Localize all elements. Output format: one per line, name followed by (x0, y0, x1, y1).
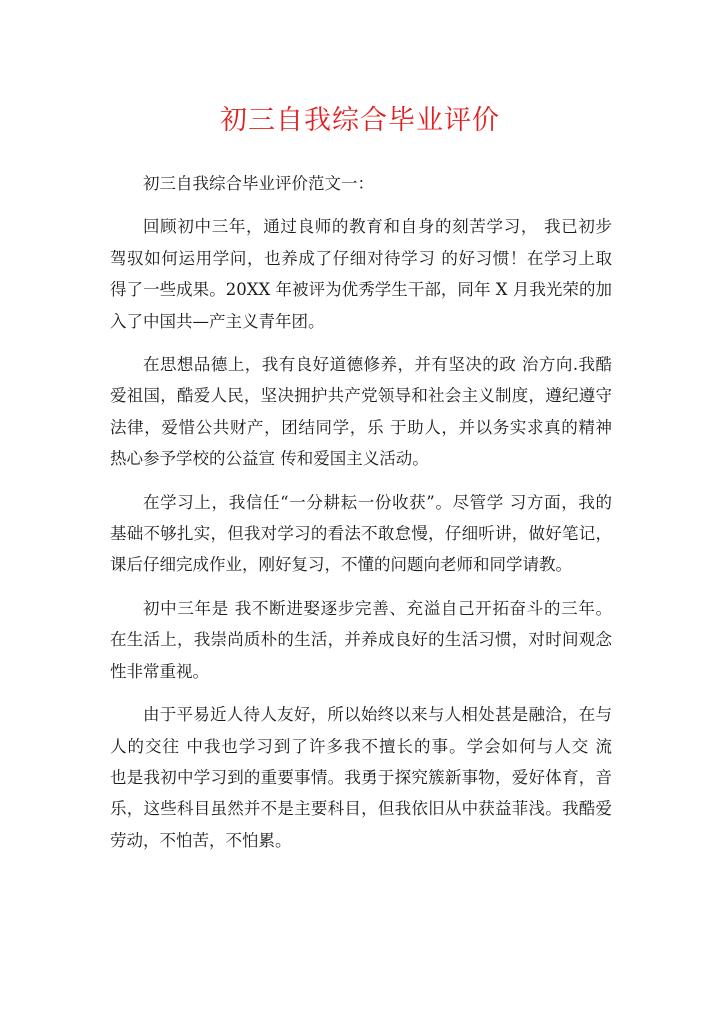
paragraph-line: 乐，这些科目虽然并不是主要科目，但我依旧从中获益菲浅。我酷爱 (110, 799, 612, 819)
paragraph-line: 得了一些成果。20XX 年被评为优秀学生干部，同年 X 月我光荣的加 (110, 280, 612, 300)
paragraph-line: 课后仔细完成作业，刚好复习，不懂的问题向老师和同学请教。 (110, 555, 572, 575)
paragraph-line: 劳动，不怕苦，不怕累。 (110, 830, 292, 850)
paragraph-line: 基础不够扎实，但我对学习的看法不敢怠慢，仔细听讲，做好笔记， (110, 524, 612, 544)
document-title: 初三自我综合毕业评价 (220, 105, 500, 136)
paragraph-line: 性非常重视。 (110, 661, 209, 681)
paragraph-line: 回顾初中三年，通过良师的教育和自身的刻苦学习， 我已初步 (143, 217, 612, 237)
subtitle-paragraph (110, 168, 612, 199)
document-body (110, 168, 612, 868)
paragraph-line: 也是我初中学习到的重要事情。我勇于探究簇新事物，爱好体育，音 (110, 767, 612, 787)
paragraph-3 (110, 487, 612, 581)
paragraph-line: 人的交往 中我也学习到了许多我不擅长的事。学会如何与人交 流 (110, 736, 612, 756)
paragraph-line: 热心参予学校的公益宣 传和爱国主义活动。 (110, 449, 429, 469)
paragraph-line: 在生活上，我崇尚质朴的生活，并养成良好的生活习惯，对时间观念 (110, 630, 612, 650)
paragraph-line: 初中三年是 我不断进娶逐步完善、充溢自己开拓奋斗的三年。 (143, 598, 612, 618)
paragraph-line: 爱祖国，酷爱人民，坚决拥护共产党领导和社会主义制度，遵纪遵守 (110, 386, 612, 406)
paragraph-line: 在学习上，我信任“一分耕耘一份收获”。尽管学 习方面，我的 (143, 492, 612, 512)
subtitle-line: 初三自我综合毕业评价范文一： (143, 174, 374, 193)
paragraph-line: 由于平易近人待人友好，所以始终以来与人相处甚是融洽，在与 (143, 705, 612, 725)
paragraph-2 (110, 349, 612, 475)
paragraph-line: 驾驭如何运用学问，也养成了仔细对待学习 的好习惯！在学习上取 (110, 248, 612, 268)
paragraph-5 (110, 699, 612, 856)
paragraph-line: 入了中国共—产主义青年团。 (110, 311, 325, 331)
paragraph-4 (110, 593, 612, 687)
paragraph-line: 法律，爱惜公共财产，团结同学，乐 于助人，并以务实求真的精神 (110, 417, 612, 437)
paragraph-line: 在思想品德上，我有良好道德修养，并有坚决的政 治方向.我酷 (143, 355, 612, 375)
paragraph-1 (110, 211, 612, 337)
